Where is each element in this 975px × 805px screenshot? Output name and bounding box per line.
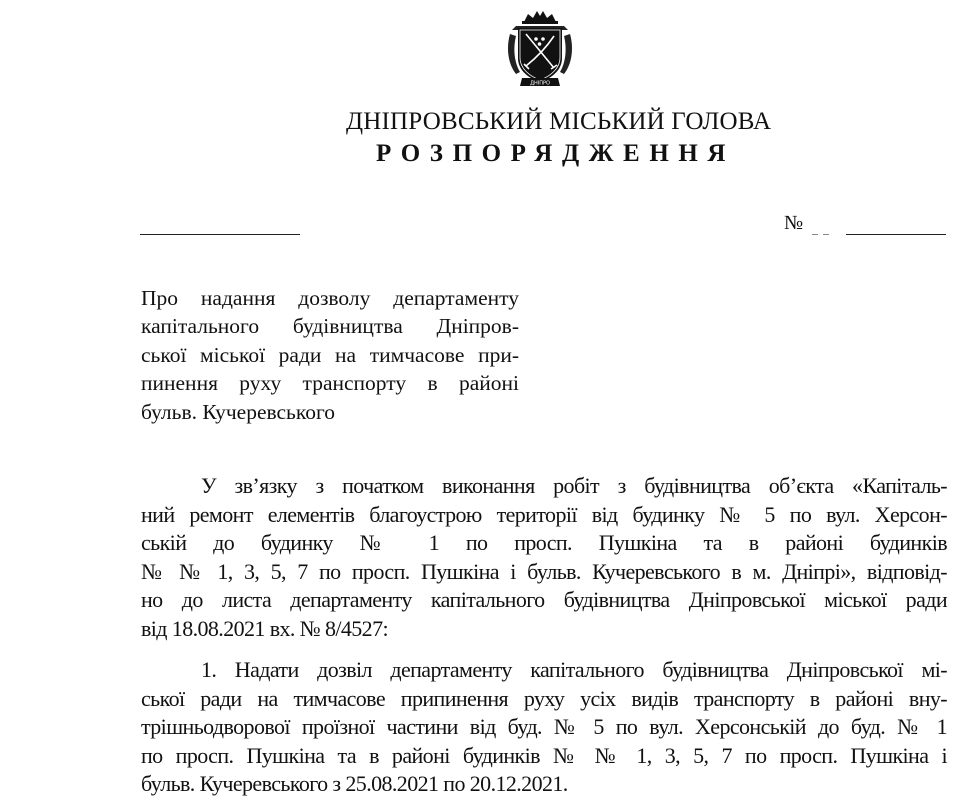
paragraph-line: но до листа департаменту капітального будівництва Дніпровської міської ради [141, 587, 947, 612]
subject-line: пинення руху транспорту в районі [141, 371, 519, 396]
paragraph-line: ний ремонт елементів благоустрою території від будинку № 5 по вул. Херсон- [141, 501, 947, 527]
coat-of-arms-emblem [502, 8, 578, 88]
document-subject [141, 284, 519, 426]
paragraph-line: № № 1, 3, 5, 7 по просп. Пушкіна і бульв. Кучеревського в м. Дніпрі», відповід- [141, 558, 947, 584]
paragraph-line: трішньодворової проїзної частини від буд. № 5 по вул. Херсонській до буд. № 1 [141, 714, 947, 739]
paragraph-line: від 18.08.2021 вх. № 8/4527: [141, 615, 388, 641]
paragraph-line: У зв’язку з початком виконання робіт з будівництва об’єкта «Капіталь- [201, 473, 947, 498]
subject-line: бульв. Кучеревського [141, 399, 335, 424]
paragraph-line: бульв. Кучеревського з 25.08.2021 по 20.12.2021. [141, 771, 568, 796]
subject-line: капітального будівництва Дніпров- [141, 314, 519, 339]
paragraph-line: по просп. Пушкіна та в районі будинків № № 1, 3, 5, 7 по просп. Пушкіна і [141, 742, 947, 768]
subject-line: ської міської ради на тимчасове при- [141, 342, 519, 367]
paragraph-line: ської ради на тимчасове припинення руху усіх видів транспорту в районі вну- [141, 685, 947, 711]
number-dash [823, 234, 829, 235]
document-type-title: РОЗПОРЯДЖЕННЯ [376, 140, 736, 167]
number-blank-line [846, 234, 946, 235]
svg-text:ДНІПРО: ДНІПРО [530, 80, 550, 87]
dnipro-coat-of-arms-icon [502, 8, 578, 88]
item-1-paragraph [141, 656, 947, 799]
organization-name: ДНІПРОВСЬКИЙ МІСЬКИЙ ГОЛОВА [346, 108, 772, 135]
date-blank-line [140, 234, 300, 235]
number-dash [812, 234, 818, 235]
number-sign: № [784, 212, 804, 234]
paragraph-line: ській до будинку № 1 по просп. Пушкіна та в районі будинків [141, 530, 947, 555]
paragraph-line: 1. Надати дозвіл департаменту капітального будівництва Дніпровської мі- [201, 657, 947, 682]
preamble-paragraph [141, 472, 947, 643]
subject-line: Про надання дозволу департаменту [141, 286, 519, 310]
